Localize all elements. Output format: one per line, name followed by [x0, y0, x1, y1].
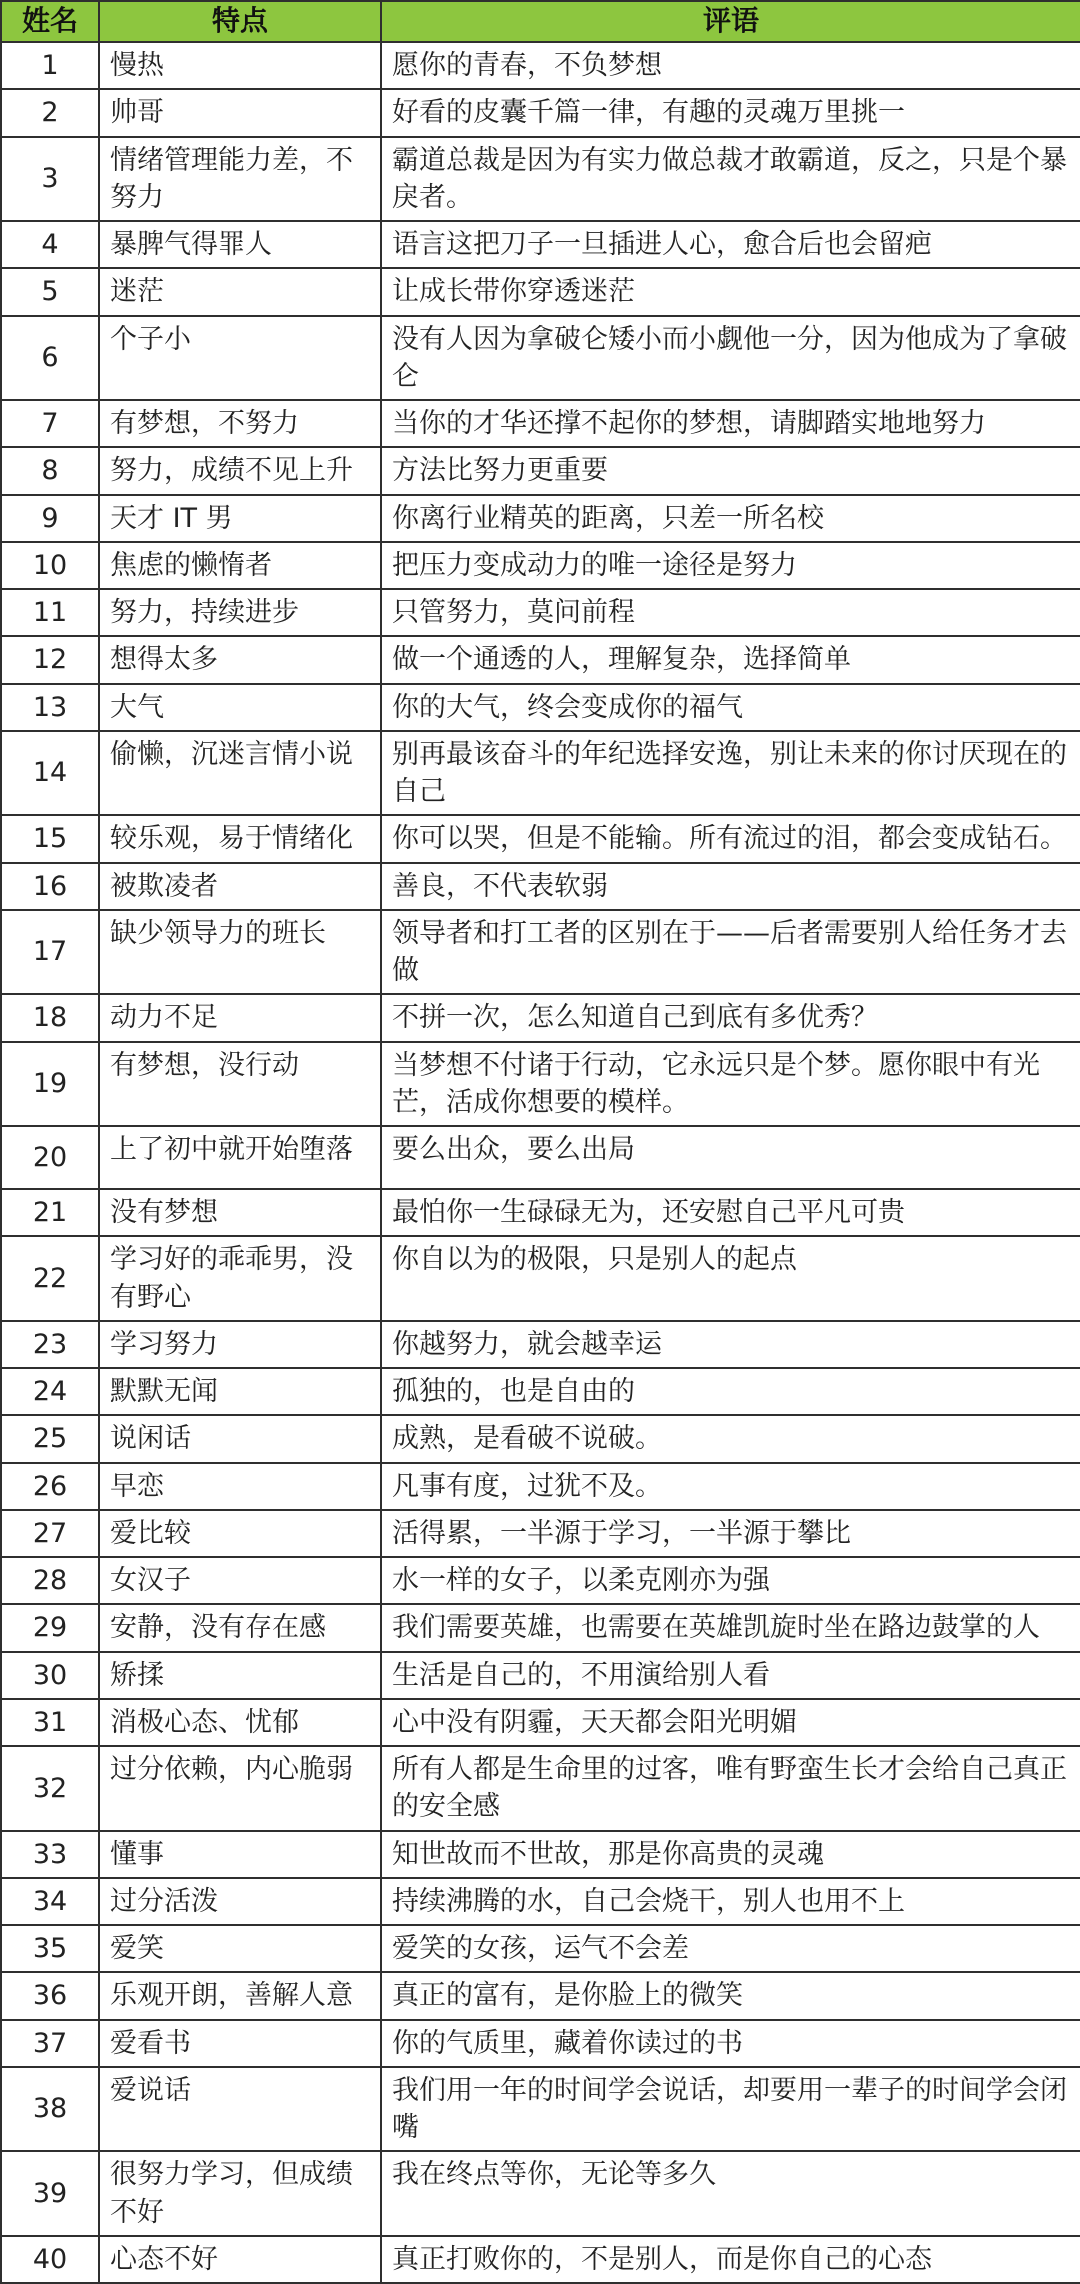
row-comment: 让成长带你穿透迷茫 [381, 268, 1080, 315]
row-index: 33 [1, 1831, 99, 1878]
table-row [1, 863, 1080, 910]
row-comment: 方法比努力更重要 [381, 447, 1080, 494]
row-index: 23 [1, 1321, 99, 1368]
table-row [1, 1604, 1080, 1651]
table-row [1, 1510, 1080, 1557]
row-index: 11 [1, 589, 99, 636]
row-index: 1 [1, 42, 99, 89]
row-trait: 较乐观，易于情绪化 [99, 815, 381, 862]
row-index: 21 [1, 1189, 99, 1236]
row-trait: 心态不好 [99, 2236, 381, 2283]
row-trait: 过分活泼 [99, 1878, 381, 1925]
table-row [1, 1746, 1080, 1831]
row-index: 38 [1, 2067, 99, 2152]
row-comment: 我们用一年的时间学会说话，却要用一辈子的时间学会闭嘴 [381, 2067, 1080, 2152]
row-comment: 水一样的女子，以柔克刚亦为强 [381, 1557, 1080, 1604]
row-trait: 说闲话 [99, 1415, 381, 1462]
row-trait: 努力，持续进步 [99, 589, 381, 636]
row-index: 28 [1, 1557, 99, 1604]
table-row [1, 815, 1080, 862]
row-index: 18 [1, 994, 99, 1041]
table-row [1, 268, 1080, 315]
table-row [1, 910, 1080, 995]
table-row [1, 1368, 1080, 1415]
row-comment: 爱笑的女孩，运气不会差 [381, 1925, 1080, 1972]
table-row [1, 636, 1080, 683]
row-comment: 你可以哭，但是不能输。所有流过的泪，都会变成钻石。 [381, 815, 1080, 862]
table-row [1, 1463, 1080, 1510]
row-trait: 爱说话 [99, 2067, 381, 2152]
row-index: 30 [1, 1652, 99, 1699]
table-row [1, 1878, 1080, 1925]
row-index: 25 [1, 1415, 99, 1462]
row-comment: 持续沸腾的水，自己会烧干，别人也用不上 [381, 1878, 1080, 1925]
row-index: 8 [1, 447, 99, 494]
row-comment: 善良，不代表软弱 [381, 863, 1080, 910]
row-comment: 愿你的青春，不负梦想 [381, 42, 1080, 89]
table-row [1, 1126, 1080, 1189]
row-comment: 你离行业精英的距离，只差一所名校 [381, 495, 1080, 542]
row-index: 6 [1, 316, 99, 401]
row-trait: 上了初中就开始堕落 [99, 1126, 381, 1189]
row-trait: 乐观开朗，善解人意 [99, 1972, 381, 2019]
header-comment: 评语 [381, 1, 1080, 42]
table-row [1, 1236, 1080, 1321]
row-index: 37 [1, 2020, 99, 2067]
table-row [1, 684, 1080, 731]
table-row [1, 542, 1080, 589]
row-trait: 爱比较 [99, 1510, 381, 1557]
row-trait: 有梦想，不努力 [99, 400, 381, 447]
table-row [1, 2020, 1080, 2067]
row-trait: 慢热 [99, 42, 381, 89]
row-trait: 安静，没有存在感 [99, 1604, 381, 1651]
row-trait: 爱笑 [99, 1925, 381, 1972]
table-row [1, 1925, 1080, 1972]
row-index: 36 [1, 1972, 99, 2019]
row-trait: 大气 [99, 684, 381, 731]
row-comment: 不拼一次，怎么知道自己到底有多优秀？ [381, 994, 1080, 1041]
row-trait: 想得太多 [99, 636, 381, 683]
row-index: 16 [1, 863, 99, 910]
row-index: 4 [1, 221, 99, 268]
row-trait: 被欺凌者 [99, 863, 381, 910]
row-index: 3 [1, 137, 99, 222]
row-trait: 情绪管理能力差，不努力 [99, 137, 381, 222]
row-index: 17 [1, 910, 99, 995]
row-trait: 早恋 [99, 1463, 381, 1510]
row-comment: 霸道总裁是因为有实力做总裁才敢霸道，反之，只是个暴戾者。 [381, 137, 1080, 222]
table-row [1, 994, 1080, 1041]
table-row [1, 2067, 1080, 2152]
row-index: 19 [1, 1042, 99, 1127]
table-row [1, 2151, 1080, 2236]
row-comment: 你的大气，终会变成你的福气 [381, 684, 1080, 731]
row-trait: 努力，成绩不见上升 [99, 447, 381, 494]
row-trait: 焦虑的懒惰者 [99, 542, 381, 589]
table-row [1, 1699, 1080, 1746]
table-row [1, 2236, 1080, 2283]
row-comment: 你越努力，就会越幸运 [381, 1321, 1080, 1368]
table-row [1, 447, 1080, 494]
row-comment: 把压力变成动力的唯一途径是努力 [381, 542, 1080, 589]
row-trait: 默默无闻 [99, 1368, 381, 1415]
row-comment: 领导者和打工者的区别在于——后者需要别人给任务才去做 [381, 910, 1080, 995]
row-comment: 你的气质里，藏着你读过的书 [381, 2020, 1080, 2067]
row-comment: 生活是自己的，不用演给别人看 [381, 1652, 1080, 1699]
row-comment: 心中没有阴霾，天天都会阳光明媚 [381, 1699, 1080, 1746]
table-row [1, 400, 1080, 447]
row-trait: 缺少领导力的班长 [99, 910, 381, 995]
row-index: 31 [1, 1699, 99, 1746]
row-comment: 当梦想不付诸于行动，它永远只是个梦。愿你眼中有光芒，活成你想要的模样。 [381, 1042, 1080, 1127]
row-index: 40 [1, 2236, 99, 2283]
row-trait: 帅哥 [99, 89, 381, 136]
row-index: 9 [1, 495, 99, 542]
row-index: 27 [1, 1510, 99, 1557]
row-trait: 天才 IT 男 [99, 495, 381, 542]
row-comment: 所有人都是生命里的过客，唯有野蛮生长才会给自己真正的安全感 [381, 1746, 1080, 1831]
row-index: 7 [1, 400, 99, 447]
table-row [1, 1652, 1080, 1699]
table-row [1, 1557, 1080, 1604]
row-trait: 动力不足 [99, 994, 381, 1041]
row-trait: 有梦想，没行动 [99, 1042, 381, 1127]
table-row [1, 1189, 1080, 1236]
row-trait: 学习好的乖乖男，没有野心 [99, 1236, 381, 1321]
table-body [1, 42, 1080, 2283]
header-name: 姓名 [1, 1, 99, 42]
row-trait: 暴脾气得罪人 [99, 221, 381, 268]
row-index: 39 [1, 2151, 99, 2236]
row-comment: 孤独的，也是自由的 [381, 1368, 1080, 1415]
row-index: 35 [1, 1925, 99, 1972]
row-comment: 你自以为的极限，只是别人的起点 [381, 1236, 1080, 1321]
row-comment: 知世故而不世故，那是你高贵的灵魂 [381, 1831, 1080, 1878]
row-index: 13 [1, 684, 99, 731]
row-trait: 消极心态、忧郁 [99, 1699, 381, 1746]
header-row [1, 1, 1080, 42]
row-comment: 别再最该奋斗的年纪选择安逸，别让未来的你讨厌现在的自己 [381, 731, 1080, 816]
row-trait: 没有梦想 [99, 1189, 381, 1236]
row-trait: 偷懒，沉迷言情小说 [99, 731, 381, 816]
row-index: 24 [1, 1368, 99, 1415]
row-comment: 活得累，一半源于学习，一半源于攀比 [381, 1510, 1080, 1557]
row-comment: 要么出众，要么出局 [381, 1126, 1080, 1189]
row-index: 5 [1, 268, 99, 315]
row-index: 29 [1, 1604, 99, 1651]
row-trait: 很努力学习，但成绩不好 [99, 2151, 381, 2236]
row-trait: 过分依赖，内心脆弱 [99, 1746, 381, 1831]
table-row [1, 137, 1080, 222]
row-comment: 真正打败你的，不是别人，而是你自己的心态 [381, 2236, 1080, 2283]
row-index: 32 [1, 1746, 99, 1831]
row-comment: 我们需要英雄，也需要在英雄凯旋时坐在路边鼓掌的人 [381, 1604, 1080, 1651]
row-comment: 当你的才华还撑不起你的梦想，请脚踏实地地努力 [381, 400, 1080, 447]
table-row [1, 731, 1080, 816]
table-row [1, 1321, 1080, 1368]
row-trait: 女汉子 [99, 1557, 381, 1604]
row-comment: 凡事有度，过犹不及。 [381, 1463, 1080, 1510]
table-row [1, 1831, 1080, 1878]
table-row [1, 42, 1080, 89]
table-row [1, 495, 1080, 542]
row-comment: 真正的富有，是你脸上的微笑 [381, 1972, 1080, 2019]
table-row [1, 89, 1080, 136]
row-trait: 学习努力 [99, 1321, 381, 1368]
row-trait: 矫揉 [99, 1652, 381, 1699]
header-trait: 特点 [99, 1, 381, 42]
row-trait: 个子小 [99, 316, 381, 401]
row-index: 34 [1, 1878, 99, 1925]
row-index: 15 [1, 815, 99, 862]
row-comment: 成熟，是看破不说破。 [381, 1415, 1080, 1462]
row-comment: 好看的皮囊千篇一律，有趣的灵魂万里挑一 [381, 89, 1080, 136]
row-index: 22 [1, 1236, 99, 1321]
row-index: 26 [1, 1463, 99, 1510]
table-row [1, 1415, 1080, 1462]
table-row [1, 316, 1080, 401]
table-row [1, 221, 1080, 268]
row-comment: 我在终点等你，无论等多久 [381, 2151, 1080, 2236]
row-comment: 语言这把刀子一旦插进人心，愈合后也会留疤 [381, 221, 1080, 268]
row-index: 10 [1, 542, 99, 589]
row-index: 20 [1, 1126, 99, 1189]
table-row [1, 589, 1080, 636]
table-row [1, 1042, 1080, 1127]
row-trait: 迷茫 [99, 268, 381, 315]
row-comment: 做一个通透的人，理解复杂，选择简单 [381, 636, 1080, 683]
row-index: 12 [1, 636, 99, 683]
row-trait: 爱看书 [99, 2020, 381, 2067]
row-comment: 最怕你一生碌碌无为，还安慰自己平凡可贵 [381, 1189, 1080, 1236]
row-index: 2 [1, 89, 99, 136]
table-row [1, 1972, 1080, 2019]
row-index: 14 [1, 731, 99, 816]
row-comment: 只管努力，莫问前程 [381, 589, 1080, 636]
row-trait: 懂事 [99, 1831, 381, 1878]
row-comment: 没有人因为拿破仑矮小而小觑他一分，因为他成为了拿破仑 [381, 316, 1080, 401]
